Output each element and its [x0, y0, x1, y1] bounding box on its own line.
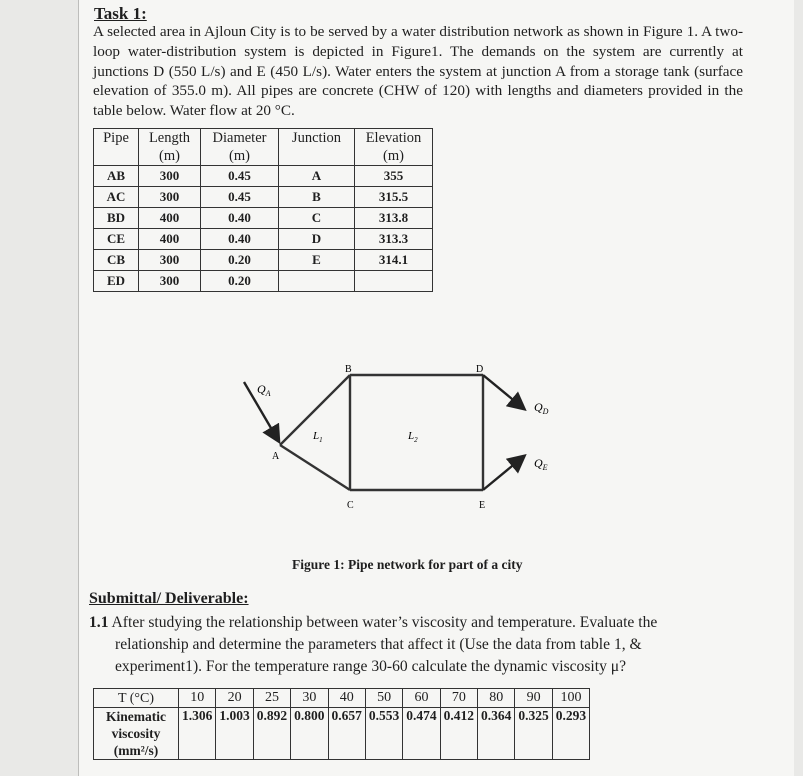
pipe-ac	[280, 445, 350, 490]
cell-elevation: 313.3	[355, 229, 433, 250]
temperature-cell: 10	[179, 689, 216, 708]
cell-pipe: AB	[94, 166, 139, 187]
cell-length: 400	[139, 229, 201, 250]
pipe-table-row	[94, 229, 433, 250]
cell-length: 300	[139, 166, 201, 187]
viscosity-cell: 1.306	[179, 708, 216, 760]
task-title: Task 1:	[94, 4, 147, 23]
cell-diameter: 0.20	[201, 271, 279, 292]
cell-junction: B	[279, 187, 355, 208]
pipe-table-row	[94, 187, 433, 208]
viscosity-cell: 0.892	[253, 708, 290, 760]
pipe-table-row	[94, 166, 433, 187]
header-junction: Junction	[279, 129, 355, 166]
temperature-cell: 70	[440, 689, 477, 708]
temperature-cell: 60	[403, 689, 440, 708]
header-elevation: Elevation (m)	[355, 129, 433, 166]
flow-e-label: $Q_E$	[534, 456, 548, 472]
viscosity-cell: 0.325	[515, 708, 552, 760]
cell-pipe: ED	[94, 271, 139, 292]
header-pipe: Pipe	[94, 129, 139, 166]
viscosity-cell: 0.800	[291, 708, 328, 760]
header-length: Length (m)	[139, 129, 201, 166]
cell-length: 400	[139, 208, 201, 229]
submittal-title: Submittal/ Deliverable:	[89, 590, 249, 607]
loop-1-label: $L_1$	[313, 430, 323, 444]
viscosity-cell: 0.412	[440, 708, 477, 760]
temperature-cell: 40	[328, 689, 365, 708]
viscosity-cell: 0.474	[403, 708, 440, 760]
cell-junction	[279, 271, 355, 292]
pipe-table-row	[94, 250, 433, 271]
pipe-network-figure	[230, 360, 590, 520]
cell-junction: D	[279, 229, 355, 250]
flow-d-label: $Q_D$	[534, 400, 549, 416]
task-intro: A selected area in Ajloun City is to be served by a water distribution network as shown in Figure 1. A two-loop water-distribution system is depicted in Figure1. The demands on the system are currently at junctions D (550 L/s) and E (450 L/s). Water enters the system at junction A from a storage tank (surface elevation of 355.0 m). All pipes are concrete (CHW of 120) with lengths and diameters provided in the table below. Water flow at 20 °C.	[93, 23, 743, 120]
cell-elevation: 355	[355, 166, 433, 187]
temperature-cell: 90	[515, 689, 552, 708]
temperature-cell: 25	[253, 689, 290, 708]
viscosity-label: Kinematic viscosity (mm²/s)	[94, 708, 179, 760]
pipe-table	[93, 128, 433, 292]
loop-2-label: $L_2$	[408, 430, 418, 444]
question-number: 1.1	[89, 614, 109, 631]
cell-pipe: BD	[94, 208, 139, 229]
demand-d-arrow	[483, 375, 523, 408]
flow-a-label: $Q_A$	[257, 382, 271, 398]
temperature-cell: 80	[478, 689, 515, 708]
cell-elevation: 313.8	[355, 208, 433, 229]
cell-pipe: CE	[94, 229, 139, 250]
pipe-table-header	[94, 129, 433, 166]
temperature-cell: 50	[365, 689, 402, 708]
pipe-table-row	[94, 208, 433, 229]
cell-diameter: 0.40	[201, 229, 279, 250]
viscosity-cell: 0.553	[365, 708, 402, 760]
viscosity-cell: 1.003	[216, 708, 253, 760]
viscosity-row	[94, 708, 590, 760]
temperature-row	[94, 689, 590, 708]
temperature-cell: 30	[291, 689, 328, 708]
node-a-label: A	[272, 451, 280, 462]
cell-junction: E	[279, 250, 355, 271]
cell-elevation: 315.5	[355, 187, 433, 208]
cell-diameter: 0.20	[201, 250, 279, 271]
question-1-1	[89, 612, 749, 678]
cell-length: 300	[139, 271, 201, 292]
viscosity-table	[93, 688, 590, 760]
cell-length: 300	[139, 187, 201, 208]
question-line-2: relationship and determine the parameters that affect it (Use the data from table 1, &	[115, 636, 642, 653]
question-line-1: After studying the relationship between water’s viscosity and temperature. Evaluate the	[111, 614, 658, 631]
cell-diameter: 0.45	[201, 166, 279, 187]
figure-caption: Figure 1: Pipe network for part of a city	[292, 557, 523, 572]
node-d-label: D	[476, 364, 484, 375]
cell-junction: C	[279, 208, 355, 229]
temperature-cell: 100	[552, 689, 589, 708]
node-c-label: C	[347, 500, 354, 511]
cell-elevation	[355, 271, 433, 292]
node-b-label: B	[345, 364, 352, 375]
header-diameter: Diameter (m)	[201, 129, 279, 166]
cell-diameter: 0.40	[201, 208, 279, 229]
temperature-label: T (°C)	[94, 689, 179, 708]
cell-length: 300	[139, 250, 201, 271]
pipe-table-row	[94, 271, 433, 292]
cell-elevation: 314.1	[355, 250, 433, 271]
cell-pipe: CB	[94, 250, 139, 271]
question-line-3: experiment1). For the temperature range 30-60 calculate the dynamic viscosity μ?	[115, 658, 627, 675]
cell-junction: A	[279, 166, 355, 187]
viscosity-cell: 0.657	[328, 708, 365, 760]
cell-diameter: 0.45	[201, 187, 279, 208]
node-e-label: E	[479, 500, 486, 511]
temperature-cell: 20	[216, 689, 253, 708]
demand-e-arrow	[483, 457, 523, 490]
viscosity-cell: 0.364	[478, 708, 515, 760]
viscosity-cell: 0.293	[552, 708, 589, 760]
cell-pipe: AC	[94, 187, 139, 208]
